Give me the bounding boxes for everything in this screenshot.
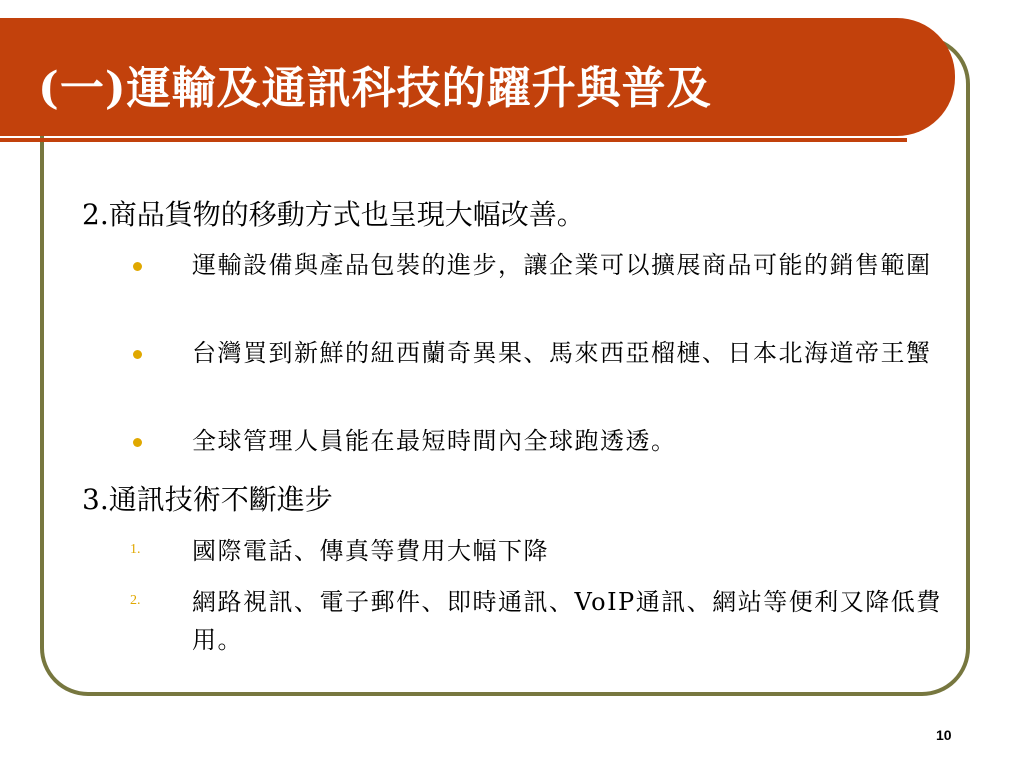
bullet-icon	[133, 350, 142, 359]
bullet-icon	[133, 438, 142, 447]
section-3-heading: 3.通訊技術不斷進步	[82, 483, 333, 516]
section-2-bullet-2: 台灣買到新鮮的紐西蘭奇異果、馬來西亞榴槤、日本北海道帝王蟹	[192, 339, 932, 367]
list-number: 2.	[130, 593, 141, 608]
list-number: 1.	[130, 542, 141, 557]
section-2-heading: 2.商品貨物的移動方式也呈現大幅改善。	[82, 198, 585, 231]
section-3-item-2: 網路視訊、電子郵件、即時通訊、VoIP通訊、網站等便利又降低費用。	[192, 588, 942, 654]
slide-title: (一)運輸及通訊科技的躍升與普及	[38, 63, 712, 114]
section-3-item-1: 國際電話、傳真等費用大幅下降	[192, 537, 549, 565]
bullet-icon	[133, 262, 142, 271]
section-2-bullet-1: 運輸設備與產品包裝的進步，讓企業可以擴展商品可能的銷售範圍	[192, 251, 932, 279]
page-number: 10	[936, 727, 952, 743]
section-2-bullet-3: 全球管理人員能在最短時間內全球跑透透。	[192, 427, 677, 455]
